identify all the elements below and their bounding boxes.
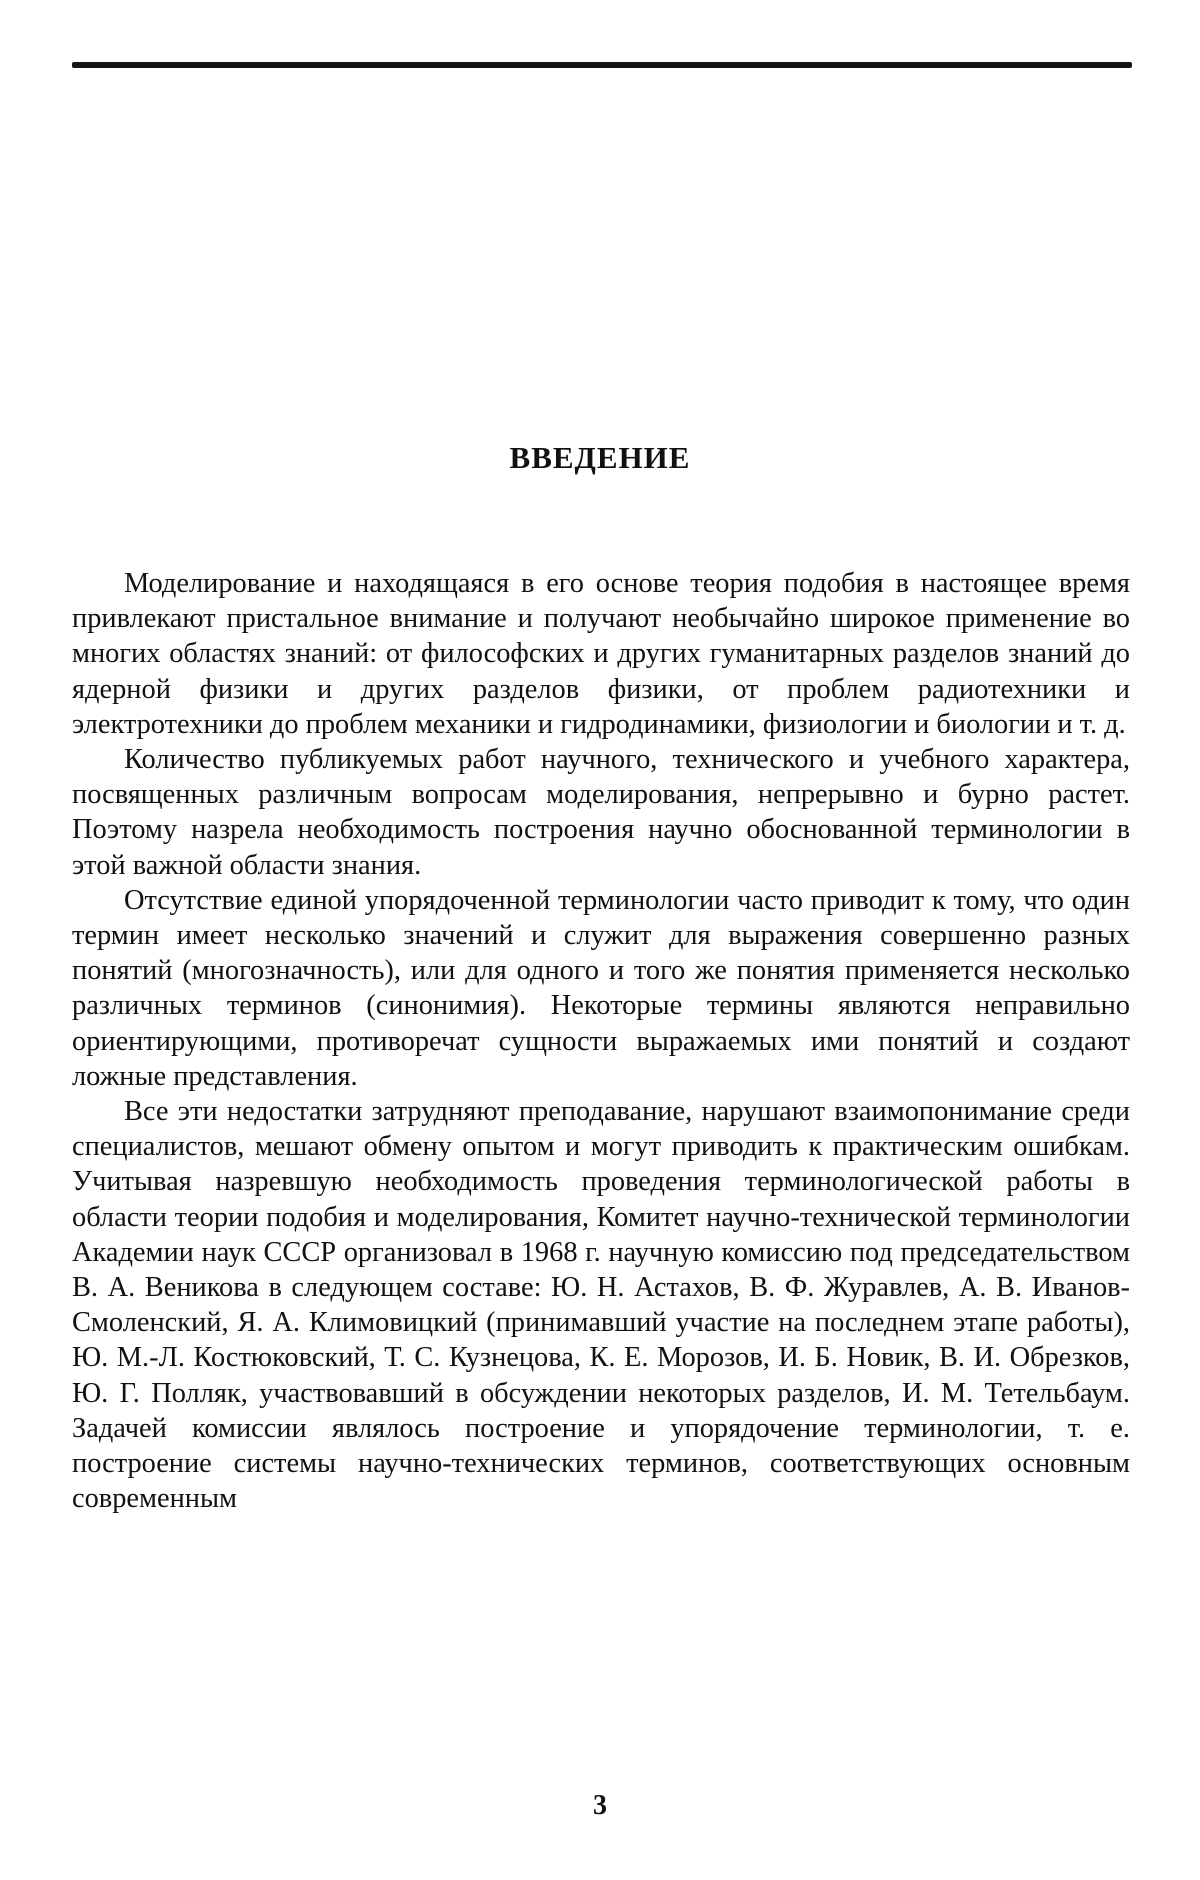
paragraph-2: Количество публикуемых работ научного, технического и учебного характера, посвященных различным вопросам моделирования, непрерывно и бурно растет. Поэтому назрела необходимость построения научно обоснованной терминологии в этой важной области знания. xyxy=(72,744,1130,881)
page-number: 3 xyxy=(593,1790,607,1821)
page-title: ВВЕДЕНИЕ xyxy=(509,440,691,475)
paragraph-1: Моделирование и находящаяся в его основе теория подобия в настоящее время привлекают пристальное внимание и получают необычайно широкое применение во многих областях знаний: от философских и других гуманитарных разделов знаний до ядерной физики и других разделов физики, от проблем радиотехники и электротехники до проблем механики и гидродинамики, физиологии и биологии и т. д. xyxy=(72,568,1130,740)
paragraph-3: Отсутствие единой упорядоченной терминологии часто приводит к тому, что один термин имеет несколько значений и служит для выражения совершенно разных понятий (многозначность), или для одного и того же понятия применяется несколько различных терминов (синонимия). Некоторые термины являются неправильно ориентирующими, противоречат сущности выражаемых ими понятий и создают ложные представления. xyxy=(72,884,1130,1092)
top-rule xyxy=(72,62,1132,68)
text-body xyxy=(72,566,1130,1516)
paragraph-4: Все эти недостатки затрудняют преподавание, нарушают взаимопонимание среди специалистов, мешают обмену опытом и могут приводить к практическим ошибкам. Учитывая назревшую необходимость проведения терминологической работы в области теории подобия и моделирования, Комитет научно-технической терминологии Академии наук СССР организовал в 1968 г. научную комиссию под председательством В. А. Веникова в следующем составе: Ю. Н. Астахов, В. Ф. Журавлев, А. В. Иванов-Смоленский, Я. А. Климовицкий (принимавший участие на последнем этапе работы), Ю. М.-Л. Костюковский, Т. С. Кузнецова, К. Е. Морозов, И. Б. Новик, В. И. Обрезков, Ю. Г. Полляк, участвовавший в обсуждении некоторых разделов, И. М. Тетельбаум. Задачей комиссии являлось построение и упорядочение терминологии, т. е. построение системы научно-технических терминов, соответствующих основным современным xyxy=(72,1096,1130,1515)
